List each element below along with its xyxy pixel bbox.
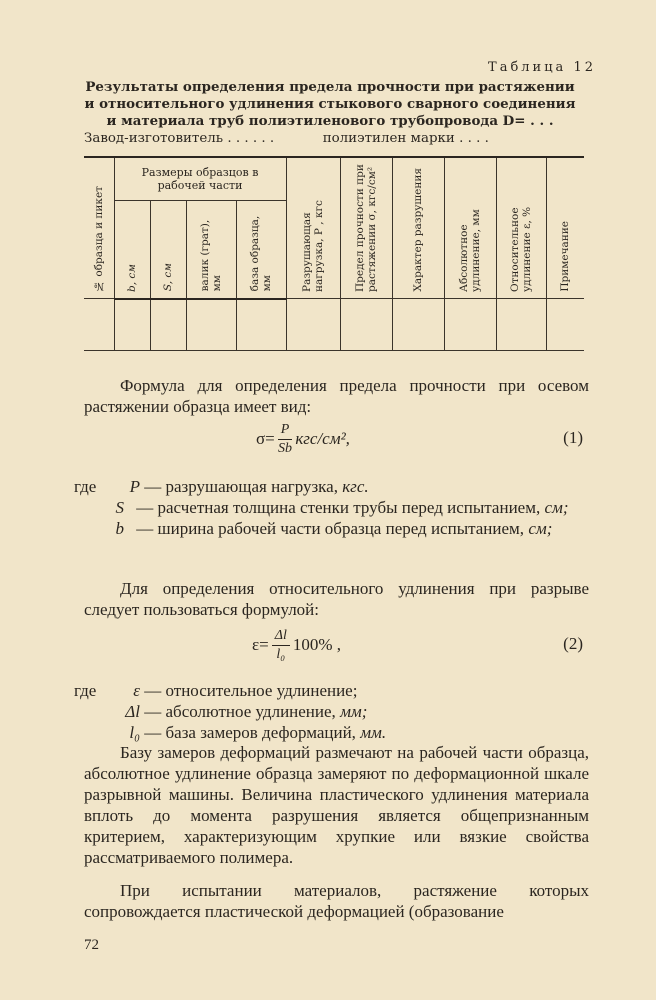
definition-row: b — ширина рабочей части образца перед испытанием, см; [115,519,553,538]
formula-number: (2) [563,634,583,653]
header-thickness-s: S, см [150,201,186,299]
formula2-definitions [74,680,589,743]
formula-rhs: 100% , [292,635,342,654]
caption-line: и относительного удлинения стыкового сварного соединения [84,96,576,112]
header-weld-bead: валик (грат), мм [186,201,236,299]
table-label: Таблица 12 [488,60,596,75]
header-fracture-type: Характер разрушения [392,157,444,299]
formula-lhs: σ= [256,429,275,448]
definition-row: S — расчетная толщина стенки трубы перед испытанием, см; [115,498,569,517]
formula-fraction: $\frac{\Delta l}{\text{l₀}}$ [272,627,290,664]
formula-unit: кгс/см², [295,429,350,448]
paragraph-deformation-base: Базу замеров деформаций размечают на рабочей части образца, абсолютное удлинение образца замеряют по деформационной шкале разрывной машины. Величина пластического удлинения материала вплоть до момента разрушения является общепризнанным критерием, характеризующим хрупкие или вязкие свойства рассматриваемого полимера. [84,743,589,867]
header-relative-elongation: Относительное удлинение ε, % [496,157,546,299]
definition-row: l₀ — база замеров деформаций, мм. [129,723,387,742]
results-table [84,156,584,351]
paragraph-elongation-intro: Для определения относительного удлинения при разрыве следует пользоваться формулой: [84,579,589,619]
formula-lhs: ε= [252,635,269,654]
producer-label: Завод-изготовитель . . . . . . [84,131,275,146]
header-breaking-load: Разрушающая нагрузка, P , кгс [286,157,340,299]
header-sample-number: № образца и пикет [84,157,114,299]
header-sample-base: база образца, мм [236,201,286,299]
header-note: Примечание [546,157,584,299]
header-sample-dimensions: Размеры образцов в рабочей части [114,157,286,201]
caption-line: Результаты определения предела прочности при растяжении [85,79,575,95]
producer-line [84,131,584,146]
polyethylene-grade-label: полиэтилен марки . . . . [322,131,489,146]
table-caption [70,79,590,130]
table-row [84,299,584,351]
formula-number: (1) [563,428,583,447]
paragraph-testing-materials: При испытании материалов, растяжение которых сопровождается пластической деформацией (образование [84,881,589,921]
paragraph-formula-intro: Формула для определения предела прочности при осевом растяжении образца имеет вид: [84,376,589,416]
formula1-definitions [74,476,589,539]
formula-relative-elongation [84,624,589,666]
page-number: 72 [84,937,99,953]
definition-row: где ε — относительное удлинение; [74,681,358,700]
caption-line: и материала труб полиэтиленового трубопровода D= . . . [106,113,554,129]
header-absolute-elongation: Абсолютное удлинение, мм [444,157,496,299]
formula-fraction: $\frac{P}{Sb}$ [278,421,293,456]
definition-row: Δl — абсолютное удлинение, мм; [125,702,368,721]
header-width-b: b, см [114,201,150,299]
header-tensile-strength: Предел прочности при растяжении σ, кгс/см² [340,157,392,299]
definition-row: где P — разрушающая нагрузка, кгс. [74,477,369,496]
formula-tensile-strength [84,418,589,460]
